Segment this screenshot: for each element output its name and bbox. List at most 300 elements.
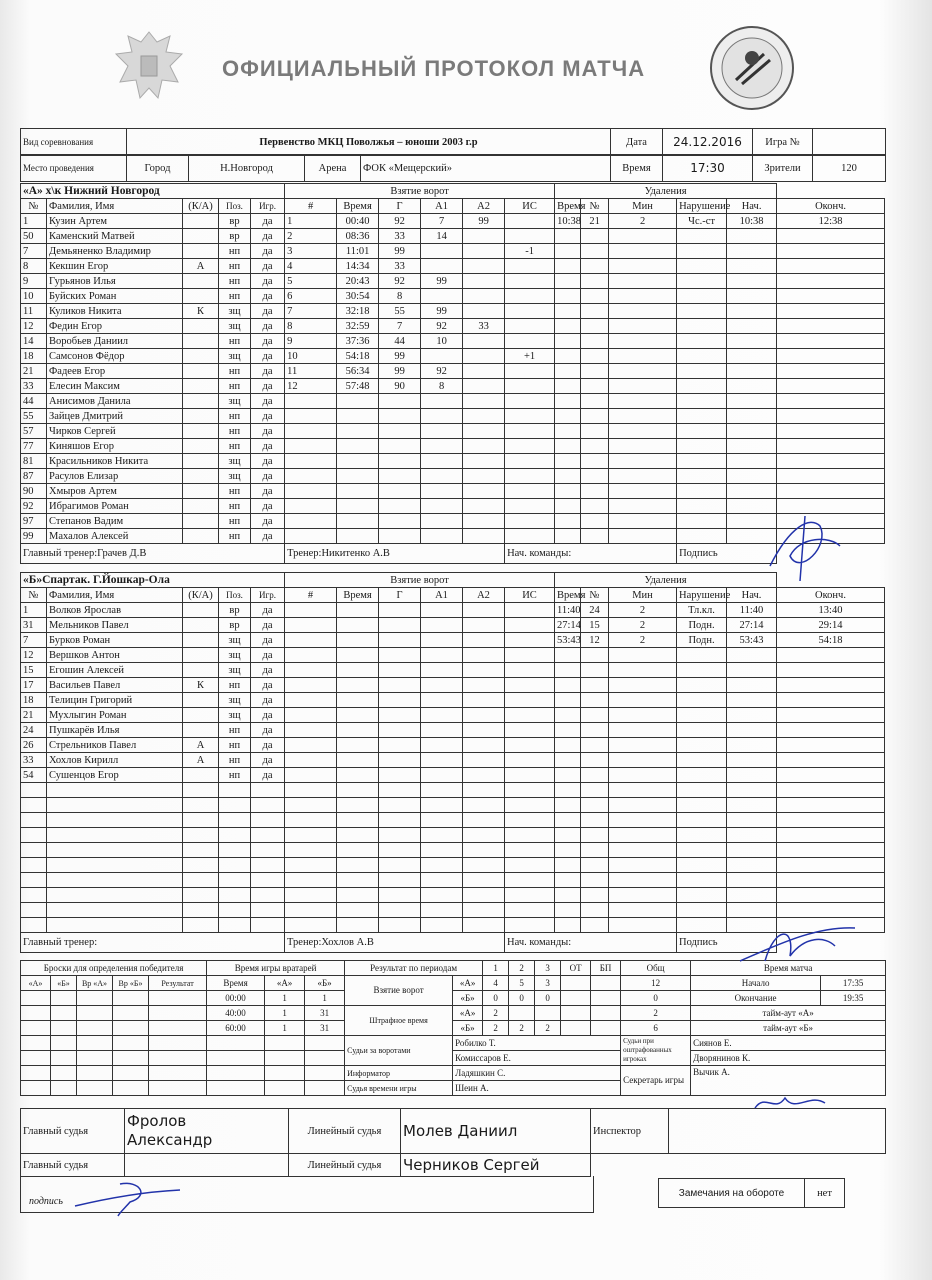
goal-a2	[463, 514, 505, 529]
player-no: 55	[21, 409, 47, 424]
player-pos: зщ	[219, 663, 251, 678]
player-pos: нп	[219, 259, 251, 274]
pen-end: 13:40	[777, 603, 885, 618]
player-play: да	[251, 663, 285, 678]
goal-a1	[421, 499, 463, 514]
pen-min	[609, 918, 677, 933]
pen-end	[777, 394, 885, 409]
periods-title: Результат по периодам	[345, 961, 483, 976]
pen-start: 53:43	[727, 633, 777, 648]
goal-time: 54:18	[337, 349, 379, 364]
player-ka	[183, 229, 219, 244]
pen-infraction	[677, 753, 727, 768]
goal-no	[285, 439, 337, 454]
shootout-col: «А»	[21, 976, 51, 991]
goal-no	[285, 708, 337, 723]
pen-end	[777, 454, 885, 469]
goal-no	[285, 903, 337, 918]
player-pos: вр	[219, 618, 251, 633]
goal-a1: 8	[421, 379, 463, 394]
goal-scorer	[379, 873, 421, 888]
player-play	[251, 828, 285, 843]
goal-no	[285, 918, 337, 933]
table-row	[21, 454, 885, 469]
pen-infraction	[677, 229, 727, 244]
player-play	[251, 918, 285, 933]
pen-infraction	[677, 693, 727, 708]
page-title: ОФИЦИАЛЬНЫЙ ПРОТОКОЛ МАТЧА	[222, 56, 646, 81]
gk-cell: 31	[305, 1006, 345, 1021]
goal-is	[505, 439, 555, 454]
player-ka: А	[183, 753, 219, 768]
pen-end	[777, 349, 885, 364]
pen-end: 12:38	[777, 214, 885, 229]
goal-time	[337, 618, 379, 633]
informer-name: Ладяшкин С.	[453, 1066, 621, 1081]
pen-end	[777, 738, 885, 753]
main-ref-2-value	[125, 1154, 289, 1177]
game-label: Игра №	[753, 129, 813, 156]
inspector-label: Инспектор	[591, 1109, 669, 1154]
goal-no: 2	[285, 229, 337, 244]
pen-no	[581, 334, 609, 349]
player-ka	[183, 618, 219, 633]
player-no: 8	[21, 259, 47, 274]
table-row	[21, 738, 885, 753]
pen-min	[609, 873, 677, 888]
goal-no	[285, 394, 337, 409]
pen-time	[555, 274, 581, 289]
player-pos	[219, 888, 251, 903]
player-pos: зщ	[219, 349, 251, 364]
timeout-a: тайм-аут «А»	[691, 1006, 886, 1021]
player-play: да	[251, 259, 285, 274]
pen-time: 11:40	[555, 603, 581, 618]
goal-scorer	[379, 783, 421, 798]
player-no: 77	[21, 439, 47, 454]
goal-a1	[421, 873, 463, 888]
pen-time	[555, 304, 581, 319]
pen-infraction	[677, 828, 727, 843]
pen-time	[555, 693, 581, 708]
goal-a2	[463, 828, 505, 843]
pen-time	[555, 439, 581, 454]
player-pos: зщ	[219, 648, 251, 663]
pen-infraction	[677, 903, 727, 918]
pen-min	[609, 514, 677, 529]
goal-a1	[421, 529, 463, 544]
goal-a2	[463, 918, 505, 933]
team-chief: Нач. команды:	[505, 933, 677, 953]
player-play: да	[251, 529, 285, 544]
pen-infraction	[677, 514, 727, 529]
player-name: Киняшов Егор	[47, 439, 183, 454]
table-row	[21, 274, 885, 289]
pen-end	[777, 409, 885, 424]
gk-cell: 1	[265, 991, 305, 1006]
period-cell	[591, 1006, 621, 1021]
secretary-name: Вычик А.	[691, 1066, 886, 1096]
pen-time	[555, 319, 581, 334]
goal-scorer	[379, 603, 421, 618]
goal-is	[505, 708, 555, 723]
player-play: да	[251, 454, 285, 469]
player-no: 33	[21, 753, 47, 768]
shootout-col: Вр «Б»	[113, 976, 149, 991]
pen-start	[727, 259, 777, 274]
goal-no: 11	[285, 364, 337, 379]
coach: Тренер:Хохлов А.В	[285, 933, 505, 953]
table-row	[21, 319, 885, 334]
player-ka	[183, 469, 219, 484]
goal-a1: 10	[421, 334, 463, 349]
player-play: да	[251, 768, 285, 783]
pen-no: 15	[581, 618, 609, 633]
date-label: Дата	[611, 129, 663, 156]
player-pos: нп	[219, 439, 251, 454]
pen-infraction	[677, 469, 727, 484]
goal-no	[285, 888, 337, 903]
pen-end	[777, 858, 885, 873]
pen-end	[777, 813, 885, 828]
referees-table	[20, 1108, 886, 1177]
period-cell	[509, 1006, 535, 1021]
player-play: да	[251, 319, 285, 334]
pen-start	[727, 274, 777, 289]
period-cell: 2	[483, 1006, 509, 1021]
pen-no	[581, 888, 609, 903]
col-ka: (К/А)	[183, 199, 219, 214]
player-pos: вр	[219, 229, 251, 244]
pen-time	[555, 918, 581, 933]
player-ka	[183, 783, 219, 798]
player-pos: вр	[219, 214, 251, 229]
goal-scorer	[379, 409, 421, 424]
goal-a1: 99	[421, 274, 463, 289]
col-p-min: Мин	[609, 199, 677, 214]
period-cell	[561, 976, 591, 991]
goal-a1	[421, 783, 463, 798]
pen-end	[777, 873, 885, 888]
goal-time	[337, 603, 379, 618]
player-play: да	[251, 334, 285, 349]
pen-infraction: Чс.-ст	[677, 214, 727, 229]
pen-no: 12	[581, 633, 609, 648]
pen-start	[727, 484, 777, 499]
pen-end	[777, 693, 885, 708]
col-g: Г	[379, 588, 421, 603]
goal-a2	[463, 484, 505, 499]
pen-judge-2: Дворянинов К.	[691, 1051, 886, 1066]
pen-end	[777, 798, 885, 813]
goal-no: 1	[285, 214, 337, 229]
goal-a2	[463, 469, 505, 484]
line-ref-name-2: Черников Сергей	[401, 1154, 591, 1177]
player-play	[251, 783, 285, 798]
goal-a2	[463, 289, 505, 304]
pen-no	[581, 723, 609, 738]
goal-a1	[421, 648, 463, 663]
goal-a1	[421, 409, 463, 424]
goal-no	[285, 753, 337, 768]
goal-a2	[463, 888, 505, 903]
pen-start	[727, 783, 777, 798]
goal-judges-label: Судьи за воротами	[345, 1036, 453, 1066]
pen-infraction	[677, 259, 727, 274]
goal-time	[337, 888, 379, 903]
pen-end	[777, 678, 885, 693]
player-name: Степанов Вадим	[47, 514, 183, 529]
competition-name: Первенство МКЦ Поволжья – юноши 2003 г.р	[127, 129, 611, 156]
pen-time	[555, 484, 581, 499]
goal-a2: 99	[463, 214, 505, 229]
pen-no	[581, 499, 609, 514]
goal-a1	[421, 633, 463, 648]
signature-b-icon	[735, 916, 865, 976]
table-row	[21, 708, 885, 723]
pen-start: 10:38	[727, 214, 777, 229]
pen-infraction	[677, 304, 727, 319]
table-row	[21, 529, 885, 544]
pen-time	[555, 843, 581, 858]
pen-time	[555, 708, 581, 723]
gk-title: Время игры вратарей	[207, 961, 345, 976]
goal-is	[505, 379, 555, 394]
col-a1: А1	[421, 588, 463, 603]
goal-scorer	[379, 918, 421, 933]
goal-no	[285, 783, 337, 798]
goal-is	[505, 618, 555, 633]
player-play: да	[251, 738, 285, 753]
goal-a2	[463, 813, 505, 828]
goal-is	[505, 768, 555, 783]
period-cell: 4	[483, 976, 509, 991]
pen-start	[727, 678, 777, 693]
col-is: ИС	[505, 199, 555, 214]
pen-start	[727, 768, 777, 783]
goal-no	[285, 678, 337, 693]
goal-a1	[421, 918, 463, 933]
pen-infraction	[677, 424, 727, 439]
player-name: Фадеев Егор	[47, 364, 183, 379]
period-cell: 0	[621, 991, 691, 1006]
player-ka	[183, 334, 219, 349]
goal-no	[285, 873, 337, 888]
player-pos: нп	[219, 409, 251, 424]
player-ka	[183, 693, 219, 708]
player-name: Ибрагимов Роман	[47, 499, 183, 514]
goal-no: 10	[285, 349, 337, 364]
goal-is	[505, 499, 555, 514]
period-cell	[561, 991, 591, 1006]
pen-start	[727, 424, 777, 439]
goal-is	[505, 514, 555, 529]
pen-infraction	[677, 289, 727, 304]
player-name: Анисимов Данила	[47, 394, 183, 409]
table-row	[21, 289, 885, 304]
pen-time	[555, 469, 581, 484]
arena-value: ФОК «Мещерский»	[361, 155, 611, 182]
goal-time	[337, 663, 379, 678]
start-time: 17:30	[663, 155, 753, 182]
player-no	[21, 918, 47, 933]
goal-is	[505, 454, 555, 469]
player-ka: К	[183, 304, 219, 319]
period-cell: «А»	[453, 1006, 483, 1021]
goal-time	[337, 678, 379, 693]
sign-label: Подпись	[677, 933, 777, 953]
col-p-time: Время	[555, 199, 581, 214]
col-no: №	[21, 588, 47, 603]
pen-no	[581, 798, 609, 813]
table-row	[21, 888, 885, 903]
goal-scorer: 33	[379, 229, 421, 244]
pen-no	[581, 708, 609, 723]
player-pos: вр	[219, 603, 251, 618]
goal-scorer	[379, 454, 421, 469]
period-cell: 0	[483, 991, 509, 1006]
secretary-label: Секретарь игры	[621, 1066, 691, 1096]
goal-time: 32:18	[337, 304, 379, 319]
goal-time	[337, 813, 379, 828]
player-ka	[183, 379, 219, 394]
goal-a2	[463, 274, 505, 289]
goal-time	[337, 723, 379, 738]
goal-is	[505, 903, 555, 918]
table-row	[21, 439, 885, 454]
player-ka	[183, 319, 219, 334]
goal-scorer: 33	[379, 259, 421, 274]
goal-scorer	[379, 843, 421, 858]
goal-no	[285, 424, 337, 439]
goal-a2	[463, 259, 505, 274]
goal-a2	[463, 633, 505, 648]
pen-no	[581, 813, 609, 828]
pen-min	[609, 693, 677, 708]
period-5: Общ	[621, 961, 691, 976]
pen-no	[581, 379, 609, 394]
goal-time	[337, 424, 379, 439]
pen-no	[581, 514, 609, 529]
city-value: Н.Новгород	[189, 155, 305, 182]
player-play: да	[251, 244, 285, 259]
pen-start	[727, 798, 777, 813]
pen-min	[609, 828, 677, 843]
goal-a1: 7	[421, 214, 463, 229]
goal-is	[505, 289, 555, 304]
player-name: Гурьянов Илья	[47, 274, 183, 289]
player-ka	[183, 843, 219, 858]
goal-a2	[463, 708, 505, 723]
goal-time	[337, 633, 379, 648]
pen-time	[555, 738, 581, 753]
goal-time	[337, 469, 379, 484]
player-name: Каменский Матвей	[47, 229, 183, 244]
goal-a2	[463, 858, 505, 873]
goal-is	[505, 484, 555, 499]
col-g-no: #	[285, 199, 337, 214]
pen-time	[555, 514, 581, 529]
signature-ref-icon	[70, 1178, 190, 1218]
pen-infraction	[677, 409, 727, 424]
player-ka	[183, 633, 219, 648]
pen-min	[609, 723, 677, 738]
goal-no	[285, 813, 337, 828]
player-play: да	[251, 469, 285, 484]
pen-start	[727, 454, 777, 469]
player-no: 33	[21, 379, 47, 394]
pen-no: 21	[581, 214, 609, 229]
player-name	[47, 903, 183, 918]
pen-no	[581, 783, 609, 798]
goal-is	[505, 828, 555, 843]
goal-time	[337, 409, 379, 424]
pen-end	[777, 289, 885, 304]
player-no: 26	[21, 738, 47, 753]
pen-min	[609, 888, 677, 903]
goal-time	[337, 648, 379, 663]
goal-a2	[463, 693, 505, 708]
player-ka	[183, 723, 219, 738]
goal-a2	[463, 723, 505, 738]
pen-no	[581, 738, 609, 753]
goal-time	[337, 918, 379, 933]
player-ka: А	[183, 259, 219, 274]
player-play: да	[251, 394, 285, 409]
table-row	[21, 828, 885, 843]
pen-time	[555, 678, 581, 693]
period-cell: 3	[535, 976, 561, 991]
goal-no	[285, 723, 337, 738]
goal-is	[505, 918, 555, 933]
period-cell	[591, 1021, 621, 1036]
col-a1: А1	[421, 199, 463, 214]
pen-no	[581, 873, 609, 888]
goal-scorer	[379, 768, 421, 783]
goal-scorer	[379, 738, 421, 753]
pen-end	[777, 648, 885, 663]
player-play: да	[251, 484, 285, 499]
goal-a2	[463, 648, 505, 663]
pen-min	[609, 783, 677, 798]
pen-time	[555, 529, 581, 544]
goal-judge-2: Комиссаров Е.	[453, 1051, 621, 1066]
pen-min	[609, 349, 677, 364]
pen-start	[727, 409, 777, 424]
goal-time	[337, 858, 379, 873]
player-pos: нп	[219, 514, 251, 529]
goal-a2	[463, 349, 505, 364]
player-name: Мельников Павел	[47, 618, 183, 633]
player-pos: зщ	[219, 708, 251, 723]
pen-min	[609, 678, 677, 693]
player-name: Хохлов Кирилл	[47, 753, 183, 768]
goal-a2	[463, 903, 505, 918]
pen-infraction	[677, 918, 727, 933]
goal-is	[505, 798, 555, 813]
goal-no: 5	[285, 274, 337, 289]
goal-time: 20:43	[337, 274, 379, 289]
goal-a2	[463, 618, 505, 633]
team-title: «Б»Спартак. Г.Йошкар-Ола	[21, 573, 285, 588]
goal-judge-1: Робилко Т.	[453, 1036, 621, 1051]
col-p-inf: Нарушение	[677, 588, 727, 603]
pen-time	[555, 873, 581, 888]
goal-scorer	[379, 678, 421, 693]
player-pos: зщ	[219, 304, 251, 319]
player-pos: нп	[219, 484, 251, 499]
pen-time	[555, 648, 581, 663]
